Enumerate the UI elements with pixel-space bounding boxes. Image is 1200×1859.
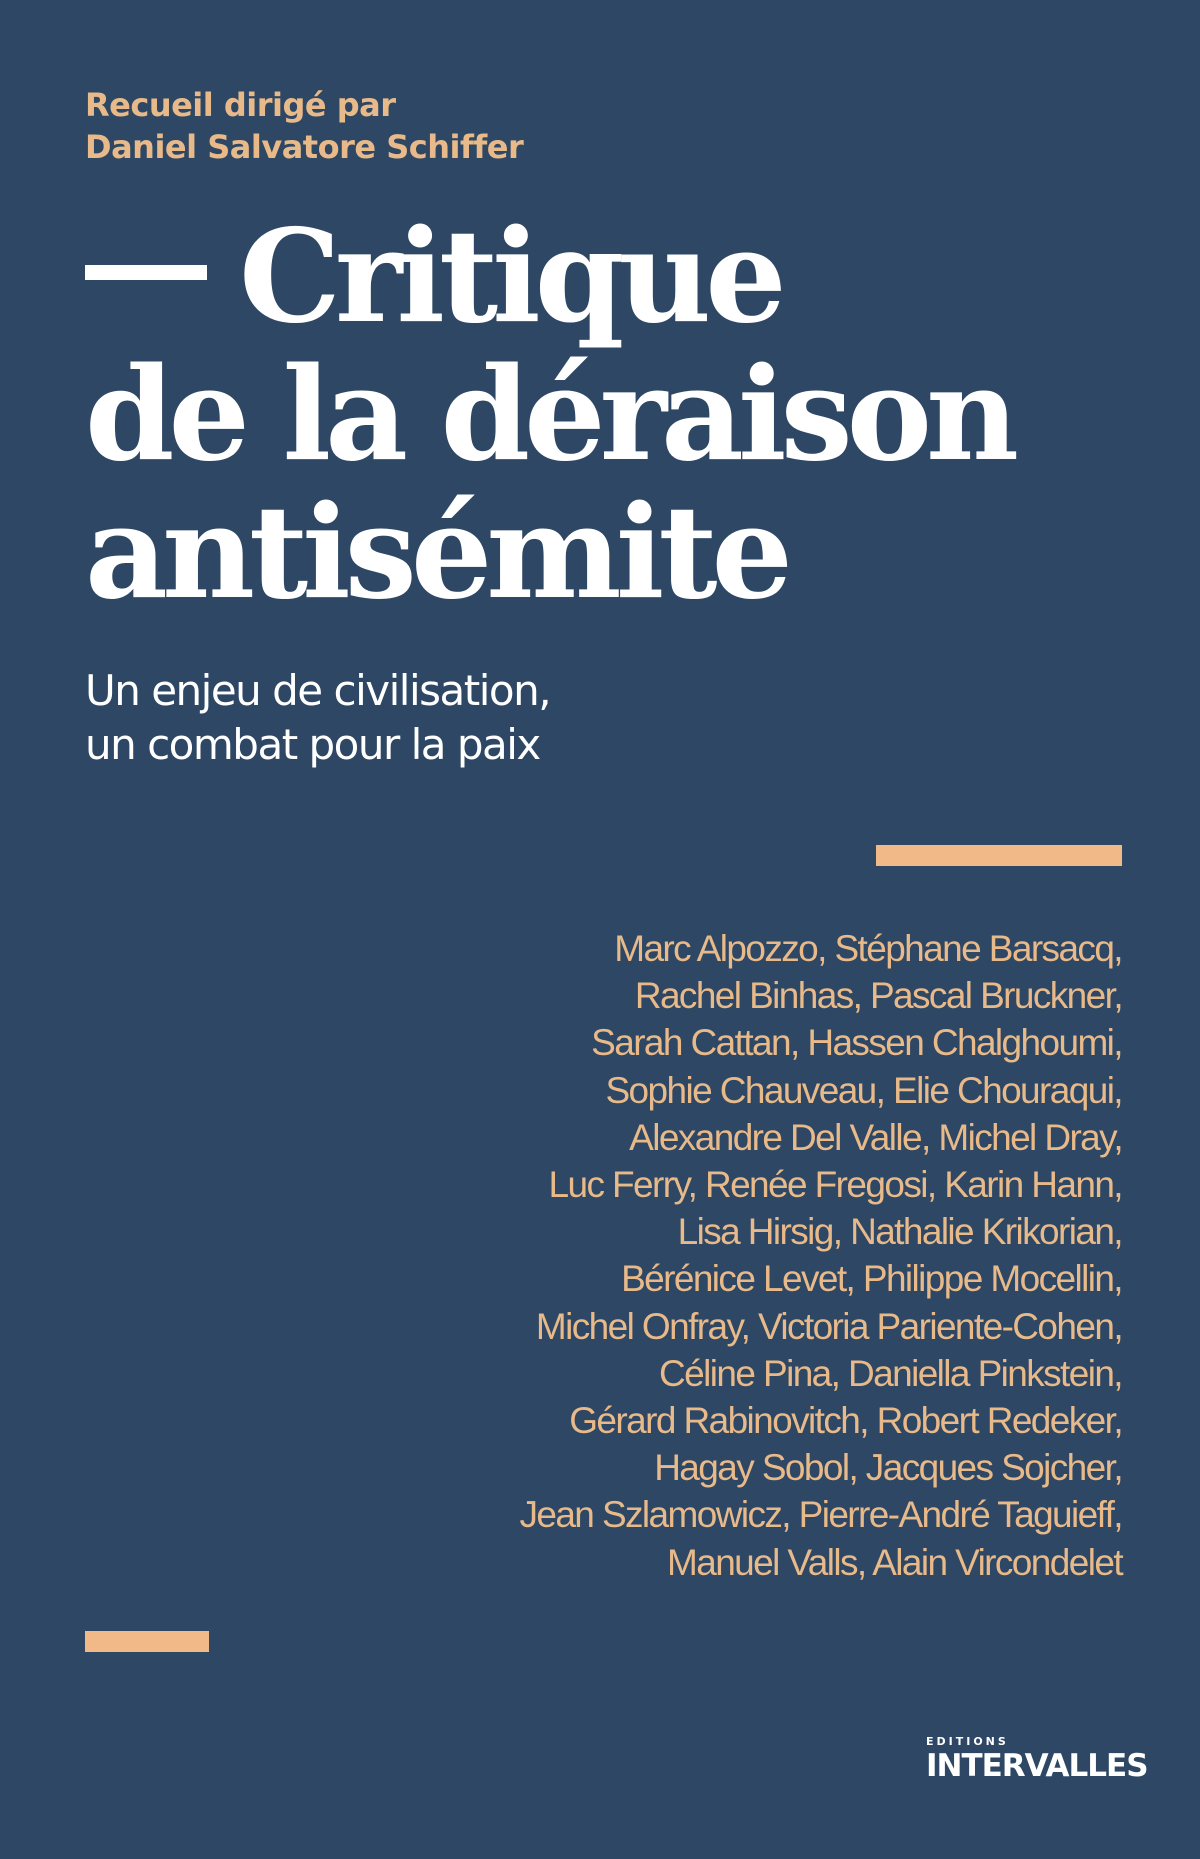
title-dash xyxy=(85,265,207,280)
editor-credit-line2: Daniel Salvatore Schiffer xyxy=(85,128,524,166)
accent-bar-right xyxy=(876,845,1122,866)
author-line: Michel Onfray, Victoria Pariente-Cohen, xyxy=(535,1305,1122,1347)
publisher-logo xyxy=(902,1735,1148,1784)
author-line: Rachel Binhas, Pascal Bruckner, xyxy=(634,975,1122,1017)
author-line: Marc Alpozzo, Stéphane Barsacq, xyxy=(614,928,1122,969)
author-line: Jean Szlamowicz, Pierre-André Taguieff, xyxy=(519,1494,1122,1536)
author-line: Céline Pina, Daniella Pinkstein, xyxy=(659,1352,1122,1394)
title-line2: de la déraison xyxy=(85,340,1014,490)
author-line: Lisa Hirsig, Nathalie Krikorian, xyxy=(677,1211,1122,1253)
publisher-name: INTERVALLES xyxy=(926,1748,1148,1784)
editor-credit-line1: Recueil dirigé par xyxy=(85,86,396,124)
author-line: Bérénice Levet, Philippe Mocellin, xyxy=(621,1258,1122,1300)
title-line1 xyxy=(85,202,1013,352)
author-line: Gérard Rabinovitch, Robert Redeker, xyxy=(569,1400,1122,1442)
title-line1-text: Critique xyxy=(239,202,781,352)
accent-bar-left xyxy=(85,1631,209,1652)
subtitle-line1: Un enjeu de civilisation, xyxy=(85,666,551,715)
book-subtitle xyxy=(85,664,550,772)
author-line: Luc Ferry, Renée Fregosi, Karin Hann, xyxy=(548,1164,1122,1206)
title-line3: antisémite xyxy=(85,478,787,628)
subtitle-line2: un combat pour la paix xyxy=(85,720,540,769)
author-line: Hagay Sobol, Jacques Sojcher, xyxy=(654,1447,1122,1489)
publisher-label: EDITIONS xyxy=(926,1735,1009,1748)
author-line: Sarah Cattan, Hassen Chalghoumi, xyxy=(591,1022,1122,1064)
book-title xyxy=(85,202,1014,628)
author-line: Sophie Chauveau, Elie Chouraqui, xyxy=(605,1069,1122,1111)
editor-credit xyxy=(85,84,523,168)
author-line: Alexandre Del Valle, Michel Dray, xyxy=(629,1116,1122,1158)
author-list xyxy=(519,925,1122,1586)
author-line: Manuel Valls, Alain Vircondelet xyxy=(667,1541,1122,1583)
